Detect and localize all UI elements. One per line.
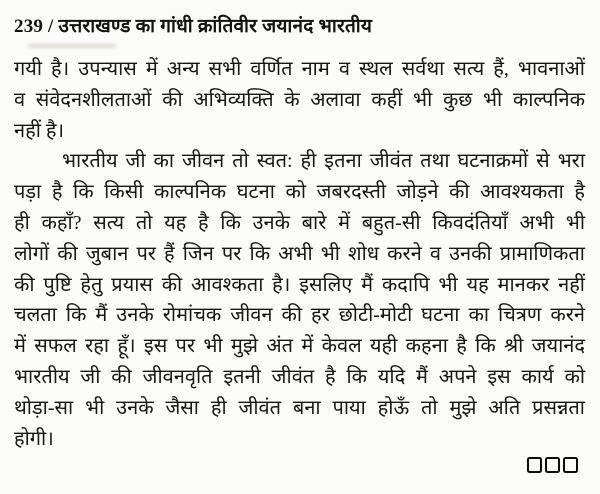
text-line: ही कहाँ? सत्य तो यह है कि उनके बारे में बहुत-सी किवदंतियाँ अभी भी bbox=[14, 211, 585, 234]
text-line: भारतीय जी की जीवनवृति इतनी जीवंत है कि यदि मैं अपने इस कार्य को bbox=[14, 365, 585, 388]
scan-smudge bbox=[28, 44, 116, 48]
text-line: चलता कि मैं उनके रोमांचक जीवन की हर छोटी-मोटी घटना का चित्रण करने bbox=[14, 304, 585, 327]
end-of-chapter-marker bbox=[527, 457, 578, 473]
end-marker-square bbox=[527, 457, 542, 473]
text-line: लोगों की जुबान पर हैं जिन पर कि अभी भी शोध करने व उनकी प्रामाणिकता bbox=[14, 242, 585, 265]
text-line: गयी है। उपन्यास में अन्य सभी वर्णित नाम व स्थल सर्वथा सत्य हैं, भावनाओं bbox=[14, 58, 585, 80]
body-text bbox=[14, 54, 585, 454]
page-header: 239 / उत्तराखण्ड का गांधी क्रांतिवीर जयानंद भारतीय bbox=[14, 16, 373, 37]
text-line: की पुष्टि हेतु प्रयास की आवश्कता है। इसलिए मैं कदापि भी यह मानकर नहीं bbox=[14, 273, 585, 296]
end-marker-square bbox=[563, 457, 578, 473]
text-line: व संवेदनशीलताओं की अभिव्यक्ति के अलावा कहीं भी कुछ भी काल्पनिक bbox=[14, 88, 585, 111]
text-line: थोड़ा-सा भी उनके जैसा ही जीवंत बना पाया होऊँ तो मुझे अति प्रसन्नता bbox=[14, 396, 585, 419]
text-line: में सफल रहा हूँ। इस पर भी मुझे अंत में केवल यही कहना है कि श्री जयानंद bbox=[14, 335, 585, 358]
text-line: होगी। bbox=[14, 427, 54, 450]
end-marker-square bbox=[545, 457, 560, 473]
text-line: भारतीय जी का जीवन तो स्वत: ही इतना जीवंत तथा घटनाक्रमों से भरा bbox=[62, 150, 585, 173]
text-line: नहीं है। bbox=[14, 119, 65, 142]
text-line: पड़ा है कि किसी काल्पनिक घटना को जबरदस्ती जोड़ने की आवश्यकता है bbox=[14, 181, 585, 204]
